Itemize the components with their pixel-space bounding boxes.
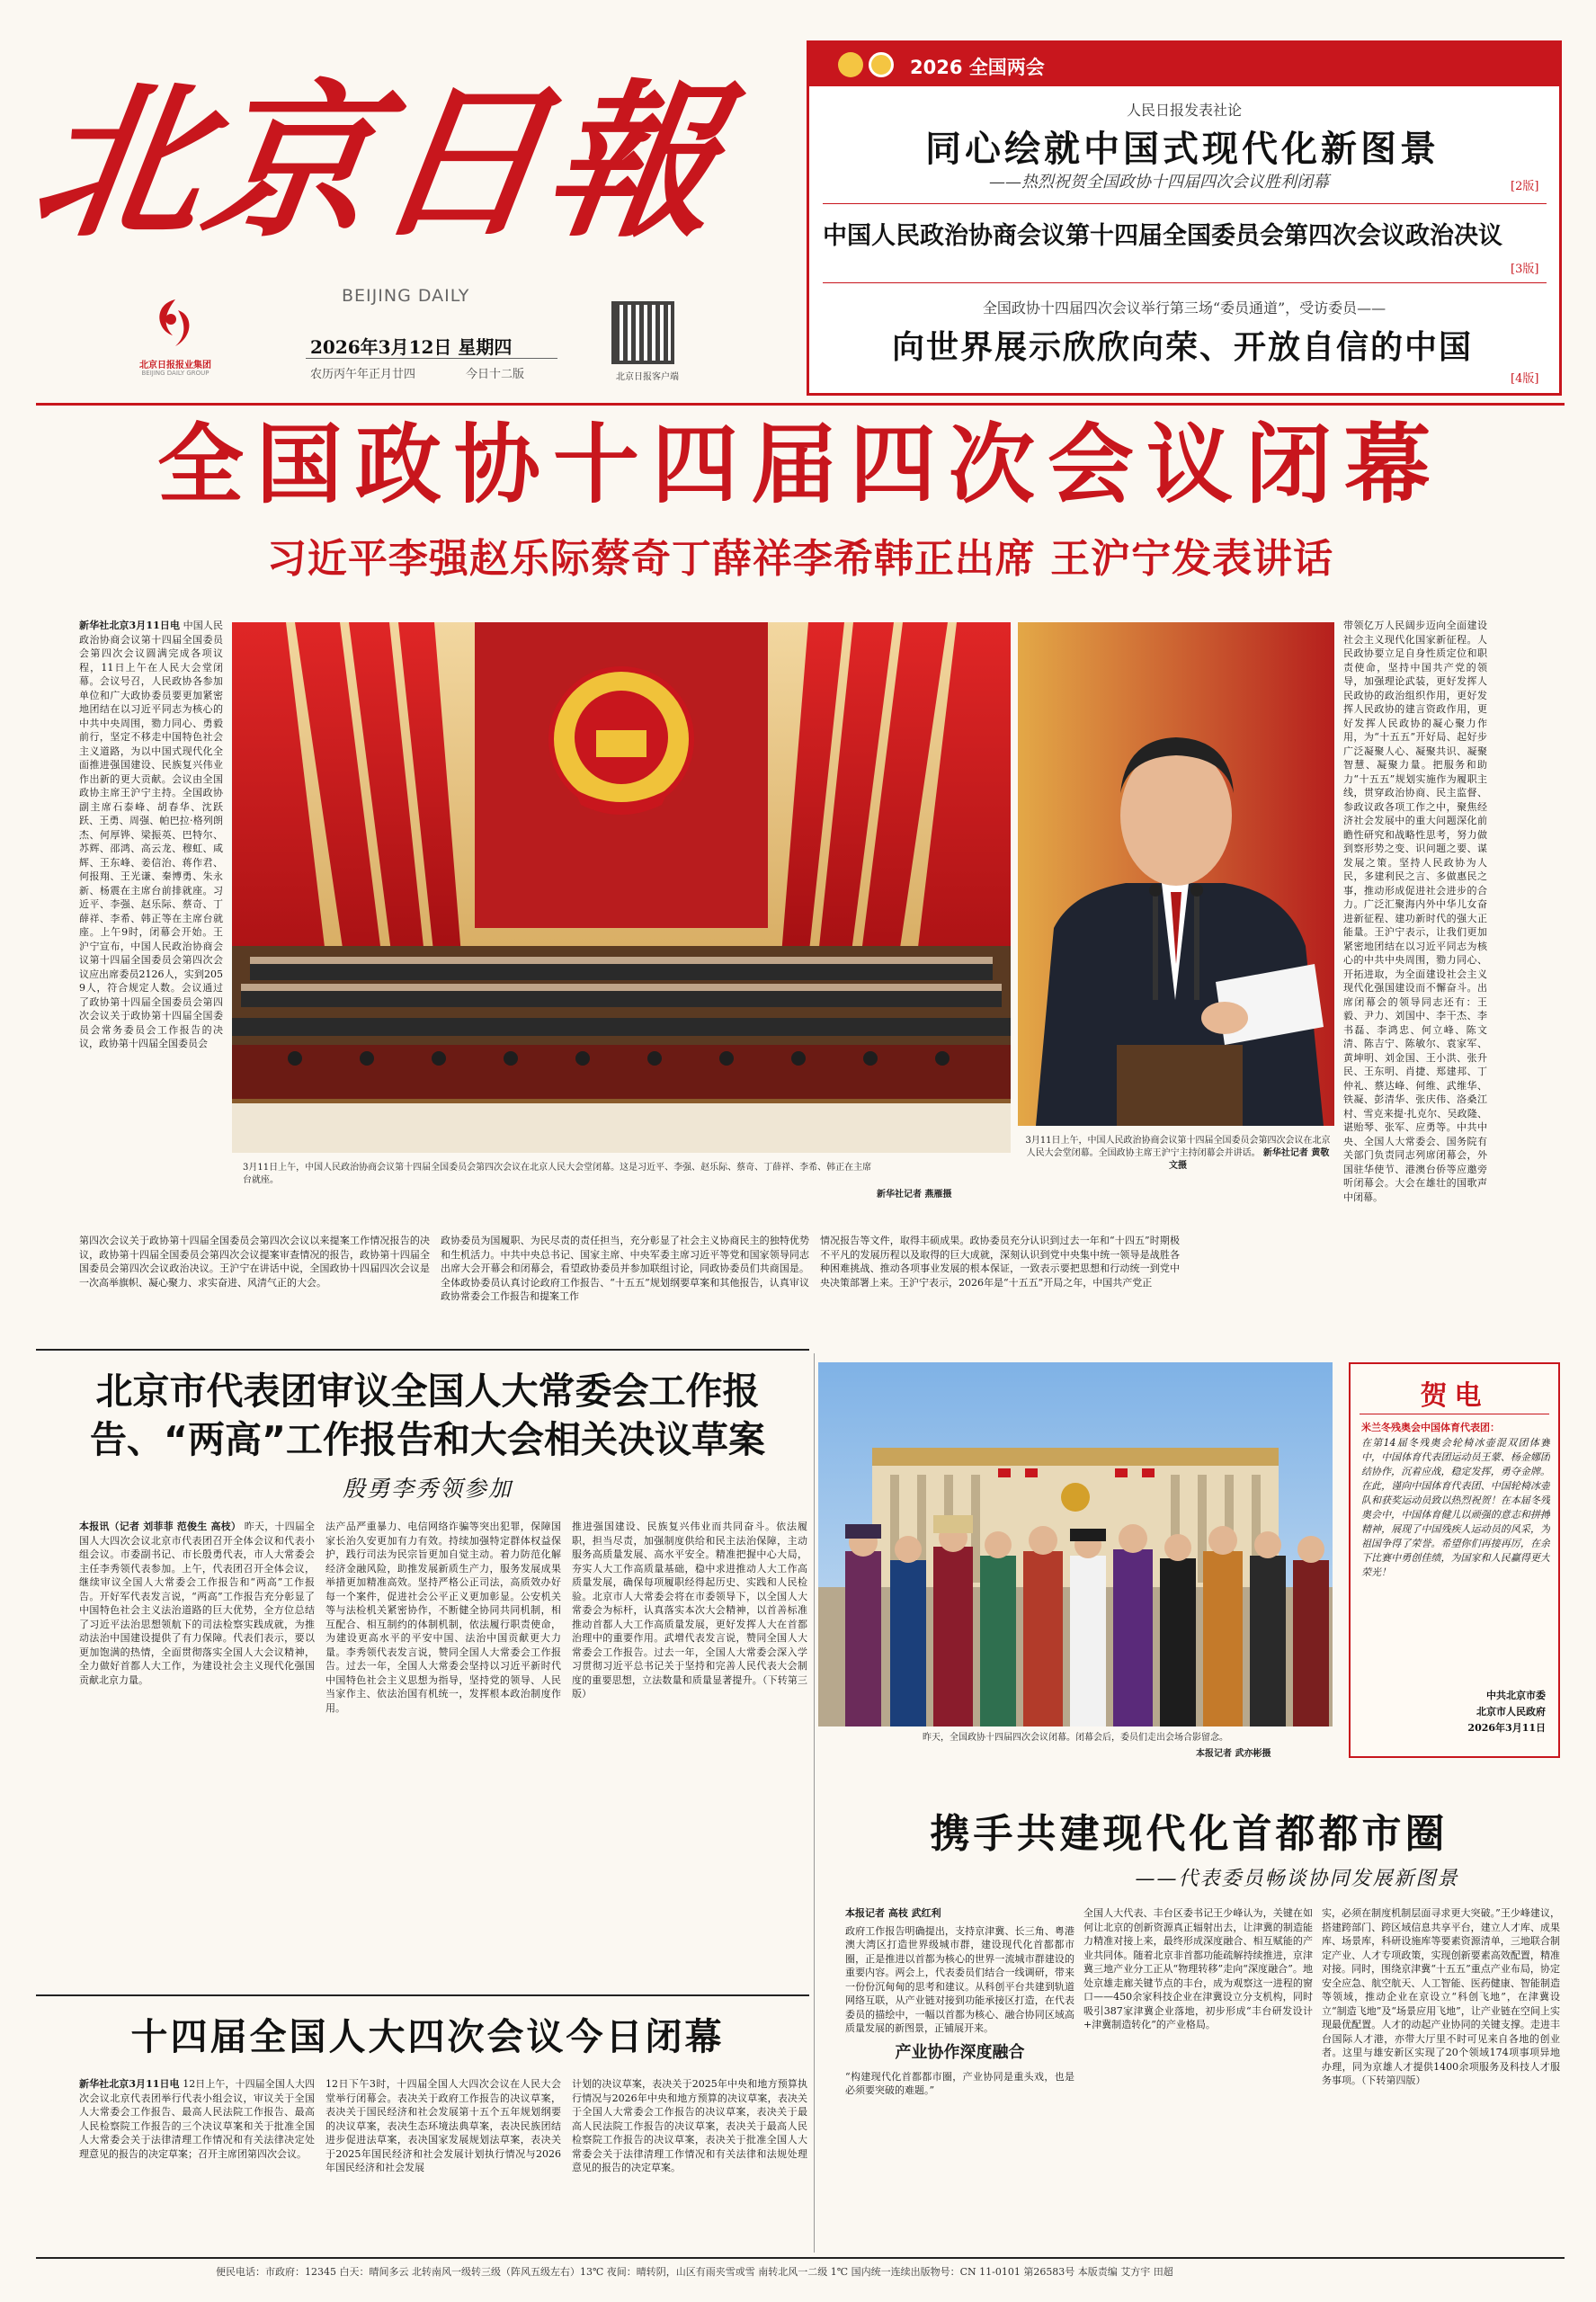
story2-col2 (325, 1520, 561, 1987)
masthead (0, 0, 809, 396)
topbox-ref3[interactable]: [4版] (1511, 372, 1539, 386)
main-left-text: 中国人民政治协商会议第十四届全国委员会第四次会议圆满完成各项议程，11日上午在人民大会堂闭幕。会议号召，人民政协各参加单位和广大政协委员要更加紧密地团结在以习近平同志为核心的中共中央周围，勠力同心、勇毅前行，坚定不移走中国特色社会主义道路，为以中国式现代化全面推进强国建设、民族复兴伟业作出新的更大贡献。会议由全国政协主席王沪宁主持。全国政协副主席石泰峰、胡春华、沈跃跃、王勇、周强、帕巴拉·格列朗杰、何厚铧、梁振英、巴特尔、苏辉、邵鸿、高云龙、穆虹、咸辉、王东峰、姜信治、蒋作君、何报翔、王光谦、秦博勇、朱永新、杨震在主席台前排就座。习近平、李强、赵乐际、蔡奇、丁薛祥、李希、韩正等在主席台就座。上午9时，闭幕会开始。王沪宁宣布，中国人民政治协商会议第十四届全国委员会第四次会议应出席委员2126人，实到2059人，符合规定人数。会议通过了政协第十四届全国委员会第四次会议关于政协第十四届全国委员会常务委员会工作报告的决议，政协第十四届全国委员会 (79, 620, 223, 1049)
speaker-caption-text: 3月11日上午，中国人民政治协商会议第十四届全国委员会第四次会议在北京人民大会堂闭幕。全国政协主席王沪宁主持闭幕会并讲话。 (1025, 1136, 1331, 1158)
main-row2-col3 (820, 1234, 1180, 1340)
story2-text3: 推进强国建设、民族复兴伟业而共同奋斗。依法履职，担当尽责，加强制度供给和民主法治保障，主动服务高质量发展、高水平安全。精准把握中心大局，夯实人大工作高质量基础，稳中求进推动人大工作高质量发展，确保每项履职经得起历史、实践和人民检验。北京市人大常委会将在市委领导下，以全国人大常委会为标杆，认真落实本次大会精神，以首善标准推动首都人大工作高质量发展，更好发挥人大在首都治理中的重要作用。武增代表发言说，赞同全国人大常委会工作报告。过去一年，全国人大常委会深入学习贯彻习近平总书记关于坚持和完善人民代表大会制度的重要思想，立法数量和质量显著提升。（下转第三版） (572, 1521, 807, 1700)
group-name-en: BEIJING DAILY GROUP (141, 370, 210, 377)
story3-col2 (1083, 1906, 1313, 2248)
group-name: 北京日报报业集团 (139, 361, 211, 370)
column-divider (814, 1353, 815, 2253)
topbox-rule1 (823, 203, 1547, 204)
group-photo-illustration (818, 1362, 1333, 1726)
main-headline[interactable]: 全国政协十四届四次会议闭幕 (157, 415, 1443, 515)
story2-subhead: 殷勇李秀领参加 (342, 1476, 513, 1502)
story4-headline[interactable]: 十四届全国人大四次会议今日闭幕 (130, 2015, 725, 2058)
congrats-sign2: 北京市人民政府 (1476, 1706, 1546, 1718)
group-photo-caption-text: 昨天，全国政协十四届四次会议闭幕。闭幕会后，委员们走出会场合影留念。 (923, 1733, 1228, 1743)
story4-dateline: 新华社北京3月11日电 (79, 2078, 180, 2090)
congrats-recipient: 米兰冬残奥会中国体育代表团： (1361, 1422, 1500, 1433)
section-rule-1 (36, 1349, 809, 1351)
story4-col1 (79, 2077, 315, 2248)
two-sessions-banner (809, 43, 1559, 86)
congrats-body (1361, 1436, 1550, 1679)
section-rule-2 (36, 1994, 809, 1996)
main-right-column (1343, 619, 1487, 1338)
speaker-photo-illustration (1018, 622, 1334, 1126)
story3-byline: 本报记者 高枝 武红利 (845, 1907, 941, 1919)
main-row2-text1: 第四次会议关于政协第十四届全国委员会第四次会议以来提案工作情况报告的决议，政协第十四届全国委员会第四次会议提案审查情况的报告，政协第十四届全国委员会第四次会议政治决议。王沪宁在讲话中说，全国政协十四届四次会议是一次高举旗帜、凝心聚力、求实奋进、风清气正的大会。 (79, 1235, 430, 1289)
story4-col2 (325, 2077, 561, 2248)
story4-text1: 12日上午，十四届全国人大四次会议北京代表团举行代表小组会议，审议关于全国人大常委会工作报告、最高人民法院工作报告、最高人民检察院工作报告的三个决议草案和关于批准全国人大常委会关于法律清理工作情况和有关法律决定处理意见的报告的决定草案；召开主席团第四次会议。 (79, 2078, 315, 2160)
main-photo-speaker[interactable] (1018, 622, 1334, 1126)
topbox-head1[interactable]: 同心绘就中国式现代化新图景 (925, 128, 1440, 170)
story2-text2: 法产品严重暴力、电信网络诈骗等突出犯罪，保障国家长治久安更加有力有效。持续加强特定群体权益保护，践行司法为民宗旨更加自觉主动。着力防范化解经济金融风险，助推发展新质生产力，服务发展成果举措更加精准高效。坚持严格公正司法，高质效办好每一个案件，促进社会公平正义更加彰显。公安机关等与法检机关紧密协作，不断健全协同共同机制，相互配合、相互制约的体制机制，依法履行职责使命，为建设更高水平的平安中国、法治中国贡献更大力量。李秀领代表发言说，赞同全国人大常委会工作报告。过去一年，全国人大常委会坚持以习近平新时代中国特色社会主义思想为指导，坚持党的领导、人民当家作主、依法治国有机统一，发挥根本政治制度作用。 (325, 1521, 561, 1714)
main-row2-col2 (441, 1234, 809, 1340)
topbox-head3[interactable]: 向世界展示欣欣向荣、开放自信的中国 (891, 328, 1473, 366)
qr-code[interactable] (611, 301, 674, 364)
story2-col3 (572, 1520, 807, 1987)
topbox-sub1: ——热烈祝贺全国政协十四届四次会议胜利闭幕 (989, 173, 1329, 192)
story2-text1: 昨天，十四届全国人大四次会议北京市代表团召开全体会议和代表小组会议。市委副书记、市长殷勇代表，市人大常委会主任李秀领代表参加。上午，代表团召开全体会议，继续审议全国人大常委会工作报告和“两高”工作报告。开好军代表发言说，“两高”工作报告充分彰显了中国特色社会主义法治道路的巨大优势，全方位总结了习近平法治思想领航下的司法检察实践成就，为推动法治中国建设提供了有力保障。代表们表示，要以更加饱满的热情，全面贯彻落实全国人大会议精神，全力做好首都人大工作，为建设社会主义现代化强国贡献北京力量。 (79, 1521, 315, 1686)
masthead-title: 北京日報 (22, 63, 735, 260)
speaker-photo-credit: 新华社记者 黄敬文摄 (1169, 1148, 1330, 1171)
congrats-body-text: 在第14届冬残奥会轮椅冰壶混双团体赛中，中国体育代表团运动员王蒙、杨金娜团结协作，沉着应战，稳定发挥，勇夺金牌。在此，谨向中国体育代表团、中国轮椅冰壶队和获奖运动员致以热烈祝贺！在本届冬残奥会中，中国体育健儿以顽强的意志和拼搏精神，展现了中国残疾人运动员的风采，为祖国争得了荣誉。希望你们再接再厉，在余下比赛中勇创佳绩，为国家和人民赢得更大荣光！ (1361, 1437, 1550, 1578)
congrats-date: 2026年3月11日 (1467, 1722, 1546, 1734)
topbox-ref1[interactable]: [2版] (1511, 180, 1539, 193)
emblem2-icon (869, 52, 894, 77)
main-left-column (79, 619, 223, 1230)
masthead-rule (36, 403, 1565, 406)
topbox-kicker3: 全国政协十四届四次会议举行第三场“委员通道”，受访委员—— (982, 299, 1386, 317)
date-line: 2026年3月12日 星期四 (310, 336, 513, 358)
group-logo-icon (126, 292, 225, 364)
congrats-box (1349, 1362, 1560, 1758)
story3-text2: 全国人大代表、丰台区委书记王少峰认为，关键在如何让北京的创新资源真正辐射出去，让津冀的制造能力精准对接上来，最终形成深度融合、相互赋能的产业共同体。随着北京非首都功能疏解持续推进，京津冀三地产业分工正从“物理转移”走向“深度融合”。地处京雄走廊关键节点的丰台，成为观察这一进程的窗口——450余家科技企业在津冀设立分支机构，同时吸引387家津冀企业落地，初步形成“丰台研发设计+津冀制造转化”的产业格局。 (1083, 1907, 1313, 2030)
topbox-ref2[interactable]: [3版] (1511, 263, 1539, 276)
congrats-sign1: 中共北京市委 (1486, 1690, 1546, 1701)
main-photo-credit: 新华社记者 燕雁摄 (877, 1190, 952, 1200)
story3-subhead: ——代表委员畅谈协同发展新图景 (1135, 1868, 1459, 1890)
main-row2-text3: 情况报告等文件，取得丰硕成果。政协委员充分认识到过去一年和“十四五”时期极不平凡的发展历程以及取得的巨大成就，深刻认识到党中央集中统一领导是战胜各种困难挑战、推动各项事业发展的根本保证，一致表示要把思想和行动统一到党中央决策部署上来。王沪宁表示，2026年是“十五五”开局之年，中国共产党正 (820, 1235, 1180, 1289)
story3-text3: 实，必须在制度机制层面寻求更大突破。”王少峰建议，搭建跨部门、跨区域信息共享平台，建立人才库、成果库、场景库，科研设施库等要素资源清单，三地联合制定产业、人才专项政策，实现创新要素高效配置，精准对接。同时，围绕京津冀“十五五”重点产业布局，协定安全应急、航空航天、人工智能、医药健康、智能制造等领域，推动企业在京设立“科创飞地”，在津冀设立“制造飞地”及“场景应用飞地”，让产业链在空间上实现最优配置。人才的动起产业协同的关键支撑。走进丰台国际人才港，亦带大厅里不时可见来自各地的创业者。这里与雄安新区实现了20个领域174项事项异地办理，同为京雄人才提供1400余项服务及科技人才服务事项。（下转第四版） (1322, 1907, 1560, 2086)
story2-byline: 本报讯（记者 刘菲菲 范俊生 高枝） (79, 1521, 242, 1532)
story3-text1: 政府工作报告明确提出，支持京津冀、长三角、粤港澳大湾区打造世界级城市群，建设现代化首都都市圈，正是推进以首都为核心的世界一流城市群建设的重要内容。两会上，代表委员们结合一线调研，带来一份份沉甸甸的思考和建议。从科创平台共建到轨道网络互联，从产业链对接到功能承接区打造，在代表委员的描绘中，一幅以首都为核心、融合协同区域高质量发展的新图景，正铺展开来。 (845, 1924, 1074, 2034)
footer-info: 便民电话：市政府：12345 白天：晴间多云 北转南风一级转三级（阵风五级左右）13℃ 夜间：晴转阴，山区有雨夹雪或雪 南转北风一二级 1℃ 国内统一连续出版物号：CN 11-0101 第26583号 本版责编 艾方宇 田超 (216, 2266, 1173, 2278)
footer-rule (36, 2257, 1565, 2259)
group-photo[interactable] (818, 1362, 1333, 1726)
group-photo-caption (818, 1732, 1333, 1744)
story3-section-title: 产业协作深度融合 (895, 2042, 1025, 2062)
story2-col1 (79, 1520, 315, 1987)
date-rule (306, 358, 557, 359)
topbox-kicker1: 人民日报发表社论 (1126, 102, 1242, 119)
two-sessions-box (807, 40, 1562, 396)
hall-photo-illustration (232, 622, 1011, 1153)
main-right-text: 带领亿万人民阔步迈向全面建设社会主义现代化国家新征程。人民政协要立足自身性质定位和职责使命，坚持中国共产党的领导，加强理论武装，更好发挥人民政协的政治组织作用，更好发挥人民政协的建言资政作用，更好发挥人民政协的凝心聚力作用，为“十五五”开好局、起好步广泛凝聚人心、凝聚共识、凝聚智慧、凝聚力量。把服务和助力“十五五”规划实施作为履职主线，贯穿政治协商、民主监督、参政议政各项工作之中，聚焦经济社会发展中的重大问题深化前瞻性研究和战略性思考，努力做到察形势之变、识问题之要、谋发展之策。坚持人民政协为人民，多建利民之言、多做惠民之事，推动形成促进社会进步的合力。广泛汇聚海内外中华儿女奋进新征程、建功新时代的强大正能量。王沪宁表示，让我们更加紧密地团结在以习近平同志为核心的中共中央周围，勠力同心、开拓进取，为全面建设社会主义现代化强国建设而不懈奋斗。出席闭幕会的领导同志还有：王毅、尹力、刘国中、李干杰、李书磊、李鸿忠、何立峰、陈文清、陈吉宁、陈敏尔、袁家军、黄坤明、刘金国、王小洪、张升民、王东明、肖捷、郑建邦、丁仲礼、蔡达峰、何维、武维华、铁凝、彭清华、张庆伟、洛桑江村、雪克来提·扎克尔、吴政隆、谌贻琴、张军、应勇等。中共中央、全国人大常委会、国务院有关部门负责同志列席闭幕会，外国驻华使节、港澳台侨等应邀旁听闭幕会。大会在雄壮的国歌声中闭幕。 (1343, 620, 1487, 1203)
two-sessions-tag: 2026 全国两会 (910, 57, 1045, 78)
main-photo-hall[interactable] (232, 622, 1011, 1153)
story4-text3: 计划的决议草案，表决关于2025年中央和地方预算执行情况与2026年中央和地方预算的决议草案，表决关于全国人大常委会工作报告的决议草案，表决关于最高人民法院工作报告的决议草案，表决关于最高人民检察院工作报告的决议草案，表决关于批准全国人大常委会关于法律清理工作情况和有关法律和法规处理意见的报告的决定草案。 (572, 2078, 807, 2173)
story3-headline[interactable]: 携手共建现代化首都都市圈 (930, 1811, 1449, 1857)
story3-text1b: “构建现代化首都都市圈，产业协同是重头戏，也是必须要突破的难题。” (845, 2070, 1074, 2096)
emblem-icon (838, 52, 863, 77)
topbox-rule2 (823, 282, 1547, 283)
story3-col3 (1322, 1906, 1560, 2248)
main-photo-caption (243, 1162, 872, 1187)
speaker-photo-caption (1025, 1135, 1331, 1173)
congrats-title: 贺电 (1420, 1380, 1489, 1412)
main-row2-text2: 政协委员为国履职、为民尽责的责任担当，充分彰显了社会主义协商民主的独特优势和生机活力。中共中央总书记、国家主席、中央军委主席习近平等党和国家领导同志出席大会开幕会和闭幕会，看望政协委员并参加联组讨论，同政协委员们共商国是。全体政协委员认真讨论政府工作报告、“十五五”规划纲要草案和其他报告，认真审议政协常委会工作报告和提案工作 (441, 1235, 809, 1302)
story4-text2: 12日下午3时，十四届全国人大四次会议在人民大会堂举行闭幕会。表决关于政府工作报告的决议草案，表决关于国民经济和社会发展第十五个五年规划纲要的决议草案，表决生态环境法典草案，表决民族团结进步促进法草案，表决国家发展规划法草案，表决关于2025年国民经济和社会发展计划执行情况与2026年国民经济和社会发展 (325, 2078, 561, 2173)
masthead-subtitle: BEIJING DAILY (342, 286, 470, 306)
topbox-head2[interactable]: 中国人民政治协商会议第十四届全国委员会第四次会议政治决议 (823, 222, 1502, 250)
main-subhead: 习近平李强赵乐际蔡奇丁薛祥李希韩正出席 王沪宁发表讲话 (266, 536, 1334, 582)
group-logo (126, 292, 225, 391)
group-photo-credit: 本报记者 武亦彬摄 (1196, 1749, 1271, 1759)
page-count: 今日十二版 (466, 368, 525, 381)
qr-label: 北京日报客户端 (616, 372, 679, 382)
main-row2-col1 (79, 1234, 430, 1340)
main-photo-caption-text: 3月11日上午，中国人民政治协商会议第十四届全国委员会第四次会议在北京人民大会堂闭幕。这是习近平、李强、赵乐际、蔡奇、丁薛祥、李希、韩正在主席台就座。 (243, 1163, 872, 1185)
story3-col1 (845, 1906, 1074, 2248)
story2-headline[interactable]: 北京市代表团审议全国人大常委会工作报告、“两高”工作报告和大会相关决议草案 (90, 1370, 765, 1461)
main-dateline: 新华社北京3月11日电 (79, 620, 181, 631)
story4-col3 (572, 2077, 807, 2248)
lunar-date: 农历丙午年正月廿四 (310, 368, 416, 381)
